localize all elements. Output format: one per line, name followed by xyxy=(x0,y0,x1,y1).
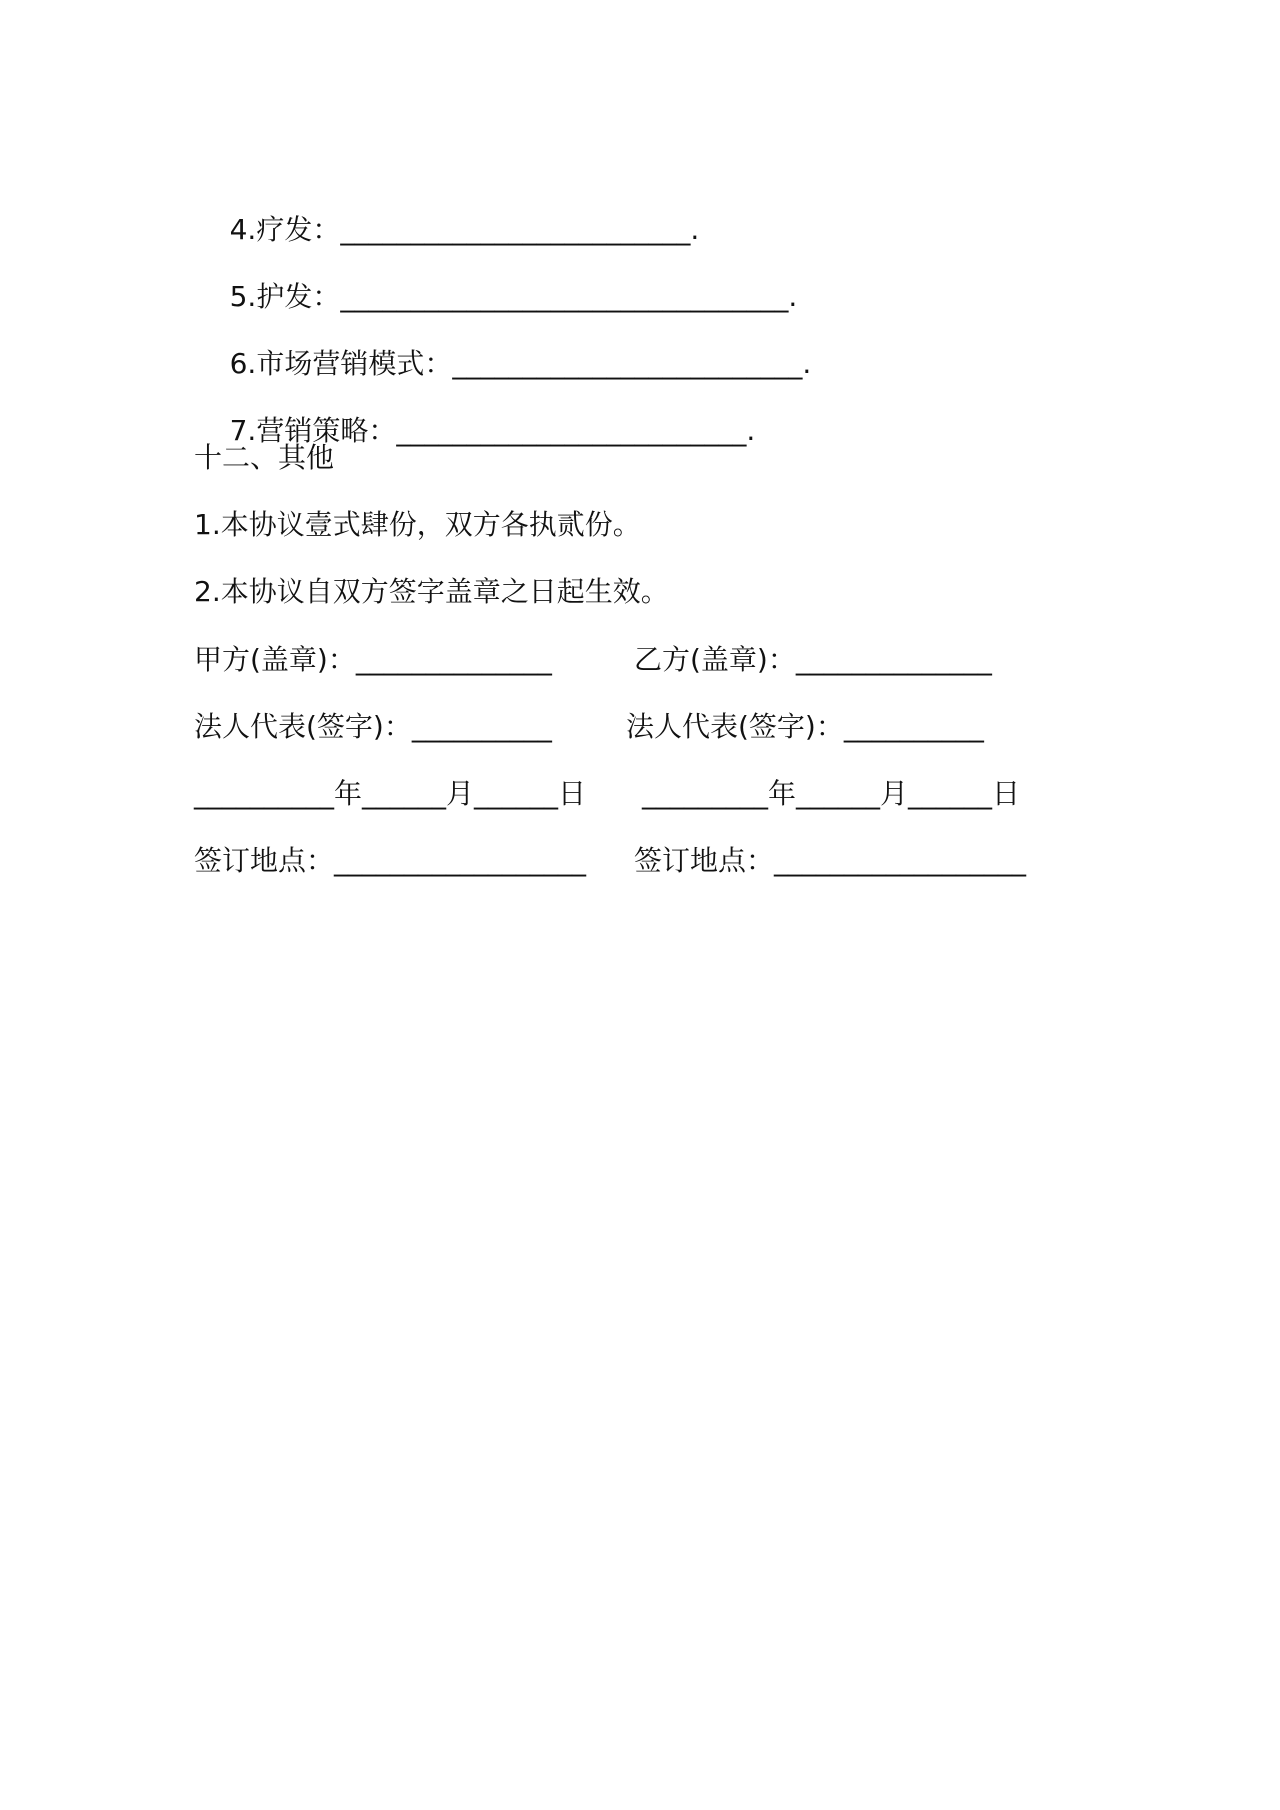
date-right-field[interactable]: _________年______月______日 xyxy=(642,777,1021,810)
party-b-seal-field[interactable]: 乙方(盖章)：______________ xyxy=(634,643,992,676)
signing-place-left-field[interactable]: 签订地点：__________________ xyxy=(194,844,587,877)
fill-blank[interactable]: ________________________________ xyxy=(340,280,789,313)
item-label: 7.营销策略： xyxy=(229,414,397,447)
item-end: . xyxy=(690,213,700,246)
clause-effective: 2.本协议自双方签字盖章之日起生效。 xyxy=(194,575,669,608)
section-heading: 十二、其他 xyxy=(194,441,335,474)
party-a-seal-field[interactable]: 甲方(盖章)：______________ xyxy=(194,643,552,676)
item-label: 4.疗发： xyxy=(229,213,341,246)
item-label: 5.护发： xyxy=(229,280,341,313)
fill-blank[interactable]: _________________________ xyxy=(340,213,691,246)
item-label: 6.市场营销模式： xyxy=(229,347,453,380)
date-left-field[interactable]: __________年______月______日 xyxy=(194,777,587,810)
fill-blank[interactable]: _________________________ xyxy=(452,347,803,380)
item-end: . xyxy=(788,280,798,313)
fill-blank[interactable]: _________________________ xyxy=(396,414,747,447)
clause-copies: 1.本协议壹式肆份，双方各执贰份。 xyxy=(194,508,641,541)
party-a-representative-field[interactable]: 法人代表(签字)：__________ xyxy=(194,710,552,743)
signing-place-right-field[interactable]: 签订地点：__________________ xyxy=(634,844,1027,877)
party-b-representative-field[interactable]: 法人代表(签字)：__________ xyxy=(626,710,984,743)
item-end: . xyxy=(746,414,756,447)
item-end: . xyxy=(802,347,812,380)
